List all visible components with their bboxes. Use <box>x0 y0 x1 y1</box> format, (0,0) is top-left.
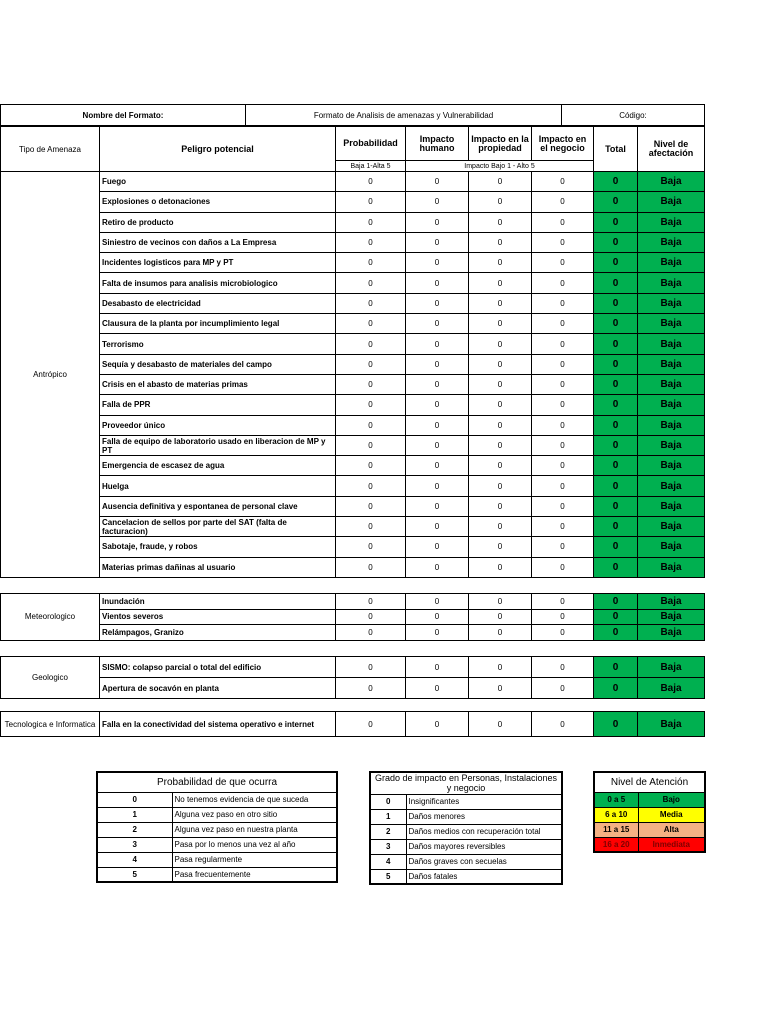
probabilidad-value: 0 <box>336 314 406 334</box>
nivel-label: Inmediata <box>638 837 705 852</box>
impacto-negocio-value: 0 <box>532 415 594 435</box>
total-value: 0 <box>594 517 638 537</box>
probabilidad-value: 0 <box>336 657 406 678</box>
probabilidad-value: 0 <box>336 374 406 394</box>
probabilidad-value: 0 <box>336 172 406 192</box>
total-value: 0 <box>594 334 638 354</box>
list-item <box>594 792 705 807</box>
total-value: 0 <box>594 657 638 678</box>
legend-impacto-title: Grado de impacto en Personas, Instalaciones y negocio <box>370 772 562 794</box>
column-header-table <box>0 126 705 172</box>
impacto-propiedad-value: 0 <box>469 476 532 496</box>
peligro-potencial: Falla de PPR <box>100 395 336 415</box>
table-row <box>1 657 705 678</box>
impacto-propiedad-value: 0 <box>469 192 532 212</box>
table-row <box>1 293 705 313</box>
nivel-afectacion-value: Baja <box>638 657 705 678</box>
list-item <box>97 807 337 822</box>
tipo-amenaza: Tecnologica e Informatica <box>1 712 100 737</box>
table-row <box>1 476 705 496</box>
probabilidad-value: 0 <box>336 293 406 313</box>
table-row <box>1 712 705 737</box>
list-item <box>97 792 337 807</box>
threat-group-table <box>0 711 705 737</box>
nivel-afectacion-value: Baja <box>638 273 705 293</box>
impacto-negocio-value: 0 <box>532 537 594 557</box>
peligro-potencial: Desabasto de electricidad <box>100 293 336 313</box>
impacto-propiedad-value: 0 <box>469 395 532 415</box>
table-row <box>1 192 705 212</box>
total-value: 0 <box>594 192 638 212</box>
impacto-humano-value: 0 <box>406 192 469 212</box>
impacto-negocio-value: 0 <box>532 374 594 394</box>
impacto-negocio-value: 0 <box>532 456 594 476</box>
formato-title: Formato de Analisis de amenazas y Vulnerabilidad <box>246 105 562 126</box>
col-impacto-negocio: Impacto en el negocio <box>532 127 594 161</box>
nivel-range: 16 a 20 <box>594 837 638 852</box>
impacto-propiedad-value: 0 <box>469 609 532 625</box>
impacto-propiedad-value: 0 <box>469 537 532 557</box>
list-item <box>97 852 337 867</box>
peligro-potencial: Clausura de la planta por incumplimiento legal <box>100 314 336 334</box>
probabilidad-value: 0 <box>336 476 406 496</box>
nivel-afectacion-value: Baja <box>638 172 705 192</box>
peligro-potencial: Retiro de producto <box>100 212 336 232</box>
peligro-potencial: Emergencia de escasez de agua <box>100 456 336 476</box>
table-row <box>1 314 705 334</box>
impacto-propiedad-value: 0 <box>469 517 532 537</box>
impacto-humano-value: 0 <box>406 557 469 577</box>
table-row <box>1 496 705 516</box>
probabilidad-value: 0 <box>336 594 406 610</box>
impacto-humano-value: 0 <box>406 712 469 737</box>
col-nivel-afectacion: Nivel de afectación <box>638 127 705 172</box>
total-value: 0 <box>594 594 638 610</box>
impacto-negocio-value: 0 <box>532 594 594 610</box>
threat-group-table <box>0 171 705 578</box>
impacto-propiedad-value: 0 <box>469 625 532 641</box>
legend-key: 4 <box>370 854 406 869</box>
legend-key: 3 <box>370 839 406 854</box>
threat-group-table <box>0 656 705 699</box>
total-value: 0 <box>594 293 638 313</box>
probabilidad-value: 0 <box>336 334 406 354</box>
impacto-humano-value: 0 <box>406 609 469 625</box>
legend-description: Daños graves con secuelas <box>406 854 562 869</box>
impacto-negocio-value: 0 <box>532 476 594 496</box>
total-value: 0 <box>594 476 638 496</box>
impacto-propiedad-value: 0 <box>469 314 532 334</box>
nivel-afectacion-value: Baja <box>638 354 705 374</box>
table-row <box>1 609 705 625</box>
nivel-afectacion-value: Baja <box>638 625 705 641</box>
table-row <box>1 594 705 610</box>
table-row <box>1 557 705 577</box>
nombre-formato-label: Nombre del Formato: <box>1 105 246 126</box>
impacto-humano-value: 0 <box>406 273 469 293</box>
impacto-negocio-value: 0 <box>532 354 594 374</box>
impacto-propiedad-value: 0 <box>469 232 532 252</box>
nivel-afectacion-value: Baja <box>638 557 705 577</box>
impacto-humano-value: 0 <box>406 232 469 252</box>
table-row <box>1 537 705 557</box>
legend-key: 4 <box>97 852 172 867</box>
peligro-potencial: Incidentes logisticos para MP y PT <box>100 253 336 273</box>
tipo-amenaza: Meteorologico <box>1 594 100 641</box>
peligro-potencial: SISMO: colapso parcial o total del edificio <box>100 657 336 678</box>
impacto-negocio-value: 0 <box>532 395 594 415</box>
list-item <box>370 824 562 839</box>
list-item <box>370 794 562 809</box>
total-value: 0 <box>594 212 638 232</box>
impacto-negocio-value: 0 <box>532 657 594 678</box>
impacto-humano-value: 0 <box>406 172 469 192</box>
impacto-humano-value: 0 <box>406 314 469 334</box>
nivel-afectacion-value: Baja <box>638 374 705 394</box>
peligro-potencial: Falla de equipo de laboratorio usado en liberacion de MP y PT <box>100 435 336 455</box>
impacto-negocio-value: 0 <box>532 625 594 641</box>
probabilidad-value: 0 <box>336 625 406 641</box>
nivel-label: Alta <box>638 822 705 837</box>
total-value: 0 <box>594 395 638 415</box>
legend-description: Pasa frecuentemente <box>172 867 337 882</box>
impacto-humano-value: 0 <box>406 253 469 273</box>
impacto-propiedad-value: 0 <box>469 657 532 678</box>
probabilidad-value: 0 <box>336 212 406 232</box>
table-row <box>1 517 705 537</box>
legend-probabilidad <box>96 771 338 883</box>
impacto-negocio-value: 0 <box>532 172 594 192</box>
impacto-humano-value: 0 <box>406 354 469 374</box>
legend-description: Daños fatales <box>406 869 562 884</box>
total-value: 0 <box>594 678 638 699</box>
total-value: 0 <box>594 456 638 476</box>
nivel-afectacion-value: Baja <box>638 395 705 415</box>
legend-key: 1 <box>97 807 172 822</box>
col-probabilidad: Probabilidad <box>336 127 406 161</box>
impacto-propiedad-value: 0 <box>469 435 532 455</box>
peligro-potencial: Cancelacion de sellos por parte del SAT (falta de facturacion) <box>100 517 336 537</box>
total-value: 0 <box>594 314 638 334</box>
total-value: 0 <box>594 232 638 252</box>
peligro-potencial: Proveedor único <box>100 415 336 435</box>
list-item <box>370 809 562 824</box>
legend-description: No tenemos evidencia de que suceda <box>172 792 337 807</box>
impacto-humano-value: 0 <box>406 435 469 455</box>
legend-nivel-title: Nivel de Atención <box>594 772 705 792</box>
impacto-negocio-value: 0 <box>532 192 594 212</box>
total-value: 0 <box>594 374 638 394</box>
header-table <box>0 104 705 126</box>
legend-description: Pasa por lo menos una vez al año <box>172 837 337 852</box>
impacto-negocio-value: 0 <box>532 334 594 354</box>
probabilidad-value: 0 <box>336 435 406 455</box>
impacto-humano-value: 0 <box>406 678 469 699</box>
impacto-propiedad-value: 0 <box>469 456 532 476</box>
legend-impacto <box>369 771 563 885</box>
total-value: 0 <box>594 172 638 192</box>
peligro-potencial: Crisis en el abasto de materias primas <box>100 374 336 394</box>
table-row <box>1 678 705 699</box>
impacto-propiedad-value: 0 <box>469 293 532 313</box>
legend-key: 0 <box>370 794 406 809</box>
impacto-propiedad-value: 0 <box>469 172 532 192</box>
table-row <box>1 354 705 374</box>
impacto-negocio-value: 0 <box>532 435 594 455</box>
peligro-potencial: Apertura de socavón en planta <box>100 678 336 699</box>
peligro-potencial: Terrorismo <box>100 334 336 354</box>
impacto-propiedad-value: 0 <box>469 253 532 273</box>
probabilidad-value: 0 <box>336 192 406 212</box>
legend-key: 0 <box>97 792 172 807</box>
peligro-potencial: Inundación <box>100 594 336 610</box>
nivel-afectacion-value: Baja <box>638 334 705 354</box>
list-item <box>594 822 705 837</box>
impacto-negocio-value: 0 <box>532 314 594 334</box>
peligro-potencial: Siniestro de vecinos con daños a La Empresa <box>100 232 336 252</box>
impacto-negocio-value: 0 <box>532 496 594 516</box>
nivel-afectacion-value: Baja <box>638 678 705 699</box>
list-item <box>370 839 562 854</box>
total-value: 0 <box>594 273 638 293</box>
col-impacto-propiedad: Impacto en la propiedad <box>469 127 532 161</box>
probabilidad-value: 0 <box>336 557 406 577</box>
legend-description: Pasa regularmente <box>172 852 337 867</box>
impacto-negocio-value: 0 <box>532 293 594 313</box>
total-value: 0 <box>594 537 638 557</box>
nivel-afectacion-value: Baja <box>638 517 705 537</box>
impacto-humano-value: 0 <box>406 537 469 557</box>
nivel-label: Bajo <box>638 792 705 807</box>
table-row <box>1 395 705 415</box>
total-value: 0 <box>594 415 638 435</box>
legend-description: Alguna vez paso en otro sitio <box>172 807 337 822</box>
nivel-label: Media <box>638 807 705 822</box>
total-value: 0 <box>594 557 638 577</box>
legend-description: Daños menores <box>406 809 562 824</box>
list-item <box>97 867 337 882</box>
impacto-propiedad-value: 0 <box>469 415 532 435</box>
probabilidad-value: 0 <box>336 354 406 374</box>
list-item <box>370 854 562 869</box>
nivel-afectacion-value: Baja <box>638 537 705 557</box>
probabilidad-value: 0 <box>336 537 406 557</box>
nivel-afectacion-value: Baja <box>638 415 705 435</box>
legend-key: 2 <box>97 822 172 837</box>
peligro-potencial: Sabotaje, fraude, y robos <box>100 537 336 557</box>
impacto-negocio-value: 0 <box>532 232 594 252</box>
impacto-humano-value: 0 <box>406 415 469 435</box>
impacto-propiedad-value: 0 <box>469 557 532 577</box>
legend-key: 1 <box>370 809 406 824</box>
impacto-humano-value: 0 <box>406 476 469 496</box>
total-value: 0 <box>594 625 638 641</box>
scale-probabilidad: Baja 1-Alta 5 <box>336 161 406 172</box>
legend-nivel <box>593 771 706 853</box>
nivel-range: 6 a 10 <box>594 807 638 822</box>
probabilidad-value: 0 <box>336 517 406 537</box>
total-value: 0 <box>594 609 638 625</box>
table-row <box>1 435 705 455</box>
peligro-potencial: Materias primas dañinas al usuario <box>100 557 336 577</box>
legend-probabilidad-title: Probabilidad de que ocurra <box>97 772 337 792</box>
impacto-humano-value: 0 <box>406 496 469 516</box>
impacto-propiedad-value: 0 <box>469 594 532 610</box>
impacto-negocio-value: 0 <box>532 273 594 293</box>
table-row <box>1 334 705 354</box>
legend-description: Daños mayores reversibles <box>406 839 562 854</box>
list-item <box>370 869 562 884</box>
nivel-afectacion-value: Baja <box>638 594 705 610</box>
peligro-potencial: Ausencia definitiva y espontanea de personal clave <box>100 496 336 516</box>
legend-key: 5 <box>370 869 406 884</box>
nivel-afectacion-value: Baja <box>638 253 705 273</box>
col-total: Total <box>594 127 638 172</box>
total-value: 0 <box>594 496 638 516</box>
impacto-propiedad-value: 0 <box>469 374 532 394</box>
impacto-negocio-value: 0 <box>532 557 594 577</box>
probabilidad-value: 0 <box>336 496 406 516</box>
peligro-potencial: Huelga <box>100 476 336 496</box>
legend-key: 3 <box>97 837 172 852</box>
probabilidad-value: 0 <box>336 678 406 699</box>
impacto-negocio-value: 0 <box>532 517 594 537</box>
nivel-afectacion-value: Baja <box>638 496 705 516</box>
nivel-afectacion-value: Baja <box>638 232 705 252</box>
nivel-afectacion-value: Baja <box>638 712 705 737</box>
table-row <box>1 374 705 394</box>
codigo-label: Código: <box>562 105 705 126</box>
impacto-humano-value: 0 <box>406 374 469 394</box>
table-row <box>1 232 705 252</box>
table-row <box>1 273 705 293</box>
total-value: 0 <box>594 712 638 737</box>
list-item <box>97 837 337 852</box>
table-row <box>1 625 705 641</box>
impacto-humano-value: 0 <box>406 395 469 415</box>
probabilidad-value: 0 <box>336 253 406 273</box>
nivel-range: 11 a 15 <box>594 822 638 837</box>
impacto-propiedad-value: 0 <box>469 273 532 293</box>
peligro-potencial: Fuego <box>100 172 336 192</box>
legend-key: 5 <box>97 867 172 882</box>
impacto-negocio-value: 0 <box>532 609 594 625</box>
table-row <box>1 415 705 435</box>
nivel-range: 0 a 5 <box>594 792 638 807</box>
scale-impacto: Impacto Bajo 1 - Alto 5 <box>406 161 594 172</box>
nivel-afectacion-value: Baja <box>638 609 705 625</box>
tipo-amenaza: Geologico <box>1 657 100 699</box>
peligro-potencial: Vientos severos <box>100 609 336 625</box>
impacto-propiedad-value: 0 <box>469 334 532 354</box>
list-item <box>97 822 337 837</box>
impacto-propiedad-value: 0 <box>469 496 532 516</box>
threat-group-table <box>0 593 705 641</box>
legend-description: Insignificantes <box>406 794 562 809</box>
total-value: 0 <box>594 435 638 455</box>
table-row <box>1 212 705 232</box>
tipo-amenaza: Antrópico <box>1 172 100 578</box>
impacto-propiedad-value: 0 <box>469 354 532 374</box>
nivel-afectacion-value: Baja <box>638 435 705 455</box>
impacto-negocio-value: 0 <box>532 212 594 232</box>
table-row <box>1 172 705 192</box>
table-row <box>1 253 705 273</box>
total-value: 0 <box>594 253 638 273</box>
peligro-potencial: Sequía y desabasto de materiales del campo <box>100 354 336 374</box>
impacto-negocio-value: 0 <box>532 678 594 699</box>
peligro-potencial: Relámpagos, Granizo <box>100 625 336 641</box>
impacto-humano-value: 0 <box>406 334 469 354</box>
impacto-negocio-value: 0 <box>532 253 594 273</box>
nivel-afectacion-value: Baja <box>638 456 705 476</box>
legend-description: Daños medios con recuperación total <box>406 824 562 839</box>
nivel-afectacion-value: Baja <box>638 293 705 313</box>
nivel-afectacion-value: Baja <box>638 192 705 212</box>
probabilidad-value: 0 <box>336 609 406 625</box>
impacto-humano-value: 0 <box>406 293 469 313</box>
impacto-propiedad-value: 0 <box>469 712 532 737</box>
nivel-afectacion-value: Baja <box>638 476 705 496</box>
probabilidad-value: 0 <box>336 415 406 435</box>
list-item <box>594 837 705 852</box>
col-impacto-humano: Impacto humano <box>406 127 469 161</box>
legend-description: Alguna vez paso en nuestra planta <box>172 822 337 837</box>
table-row <box>1 456 705 476</box>
nivel-afectacion-value: Baja <box>638 212 705 232</box>
legend-key: 2 <box>370 824 406 839</box>
impacto-humano-value: 0 <box>406 594 469 610</box>
list-item <box>594 807 705 822</box>
impacto-humano-value: 0 <box>406 625 469 641</box>
col-tipo-amenaza: Tipo de Amenaza <box>1 127 100 172</box>
probabilidad-value: 0 <box>336 232 406 252</box>
total-value: 0 <box>594 354 638 374</box>
impacto-humano-value: 0 <box>406 517 469 537</box>
impacto-humano-value: 0 <box>406 657 469 678</box>
impacto-propiedad-value: 0 <box>469 212 532 232</box>
impacto-humano-value: 0 <box>406 212 469 232</box>
probabilidad-value: 0 <box>336 273 406 293</box>
probabilidad-value: 0 <box>336 456 406 476</box>
peligro-potencial: Falta de insumos para analisis microbiologico <box>100 273 336 293</box>
probabilidad-value: 0 <box>336 712 406 737</box>
impacto-propiedad-value: 0 <box>469 678 532 699</box>
peligro-potencial: Falla en la conectividad del sistema operativo e internet <box>100 712 336 737</box>
peligro-potencial: Explosiones o detonaciones <box>100 192 336 212</box>
impacto-humano-value: 0 <box>406 456 469 476</box>
nivel-afectacion-value: Baja <box>638 314 705 334</box>
impacto-negocio-value: 0 <box>532 712 594 737</box>
probabilidad-value: 0 <box>336 395 406 415</box>
col-peligro-potencial: Peligro potencial <box>100 127 336 172</box>
